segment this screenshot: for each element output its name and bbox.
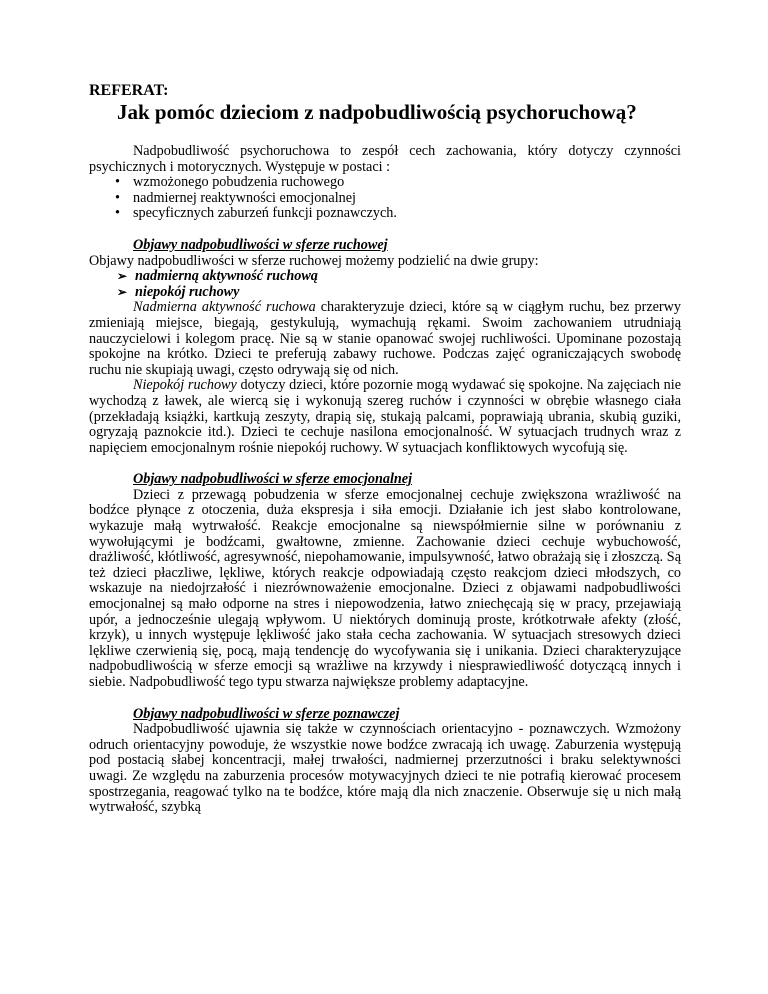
term: Niepokój ruchowy: [133, 377, 237, 394]
bullet-icon: •: [115, 205, 120, 222]
list-item: • specyficznych zaburzeń funkcji poznawczych.: [115, 205, 397, 222]
section-heading-emotional: Objawy nadpobudliwości w sferze emocjonalnej: [133, 471, 413, 488]
section-lead: Objawy nadpobudliwości w sferze ruchowej możemy podzielić na dwie grupy:: [89, 252, 539, 269]
paragraph-restlessness: Niepokój ruchowy dotyczy dzieci, które pozornie mogą wydawać się spokojne. Na zajęciach nie wychodzą z ławek, ale wiercą się i wykonują szereg ruchów i czynności w obrębie własnego ciała (przekładają książki, kartkują zeszyty, drapią się, stukają palcami, poprawiają ubrania, skubią guziki, ogryzają paznokcie itd.). Dzieci te cechuje nasilona emocjonalność. W sytuacjach trudnych wraz z napięciem emocjonalnym rośnie niepokój ruchowy. W sytuacjach konfliktowych wycofują się.: [89, 377, 681, 456]
term: Nadmierna aktywność ruchowa: [133, 299, 316, 316]
list-item: ➢ niepokój ruchowy: [117, 283, 240, 300]
paragraph-emotional: Dzieci z przewagą pobudzenia w sferze emocjonalnej cechuje zwiększona wrażliwość na bodźce płynące z otoczenia, duża ekspresja i siła emocji. Działanie ich jest słabo kontrolowane, wykazuje małą wytrwałość. Reakcje emocjonalne są niewspółmiernie silne w porównaniu z wywołującymi je bodźcami, gwałtowne, zmienne. Zachowanie dzieci cechuje wybuchowość, drażliwość, kłótliwość, agresywność, niepohamowanie, impulsywność, łatwo obrażają się i złoszczą. Są też dzieci płaczliwe, lękliwe, których reakcje odpowiadają często reakcjom dzieci młodszych, co wskazuje na niedojrzałość i niezrównoważenie emocjonalne. Dzieci z objawami nadpobudliwości emocjonalnej są mało odporne na stres i niepowodzenia, łatwo zniechęcają się w pracy, przejawiają upór, a jednocześnie ulegają wpływom. U niektórych dominują proste, krótkotrwałe afekty (złość, krzyk), u innych występuje lękliwość jako stała cecha zachowania. W sytuacjach stresowych dzieci lękliwe czerwienią się, pocą, mają tendencję do wycofywania się i unikania. Dzieci charakteryzujące nadpobudliwością w sferze emocji są wrażliwe na krzywdy i niesprawiedliwość dotyczącą innych i siebie. Nadpobudliwość tego typu stwarza największe problemy adaptacyjne.: [89, 486, 681, 690]
document-label: REFERAT:: [89, 82, 169, 99]
intro-bullet-list: [89, 175, 681, 222]
paragraph-overactivity: Nadmierna aktywność ruchowa charakteryzuje dzieci, które są w ciągłym ruchu, bez przerwy zmieniają miejsce, biegają, gestykulują, wymachują rękami. Swoim zachowaniem utrudniają nauczycielowi i kolegom pracę. Nie są w stanie opanować swojej ruchliwości. Upominane pozostają spokojne na krótko. Dzieci te preferują zabawy ruchowe. Podczas zajęć ograniczających swobodę ruchu nie skupiają uwagi, często odrywają się od nich.: [89, 299, 681, 378]
intro-paragraph: Nadpobudliwość psychoruchowa to zespół cech zachowania, który dotyczy czynności psychicznych i motorycznych. Występuje w postaci :: [89, 143, 681, 175]
arrow-bullet-icon: ➢: [117, 284, 128, 299]
paragraph-cognitive: Nadpobudliwość ujawnia się także w czynnościach orientacyjno - poznawczych. Wzmożony odruch orientacyjny powoduje, że wszystkie nowe bodźce zwracają ich uwagę. Zaburzenia występują pod postacią słabej koncentracji, małej trwałości, nadmiernej przerzutności i braku selektywności uwagi. Ze względu na zaburzenia procesów motywacyjnych dzieci te nie potrafią kierować procesem spostrzegania, reagować tylko na te bodźce, które mają dla nich znaczenie. Obserwuje się u nich małą wytrwałość, szybką: [89, 721, 681, 816]
section-heading-motor: Objawy nadpobudliwości w sferze ruchowej: [133, 236, 388, 253]
list-item: ➢ nadmierną aktywność ruchową: [117, 268, 318, 285]
section-heading-cognitive: Objawy nadpobudliwości w sferze poznawczej: [133, 705, 400, 722]
bullet-icon: •: [115, 174, 120, 191]
list-item: • wzmożonego pobudzenia ruchowego: [115, 174, 345, 191]
list-item: • nadmiernej reaktywności emocjonalnej: [115, 189, 356, 206]
motor-group-list: [89, 269, 681, 300]
arrow-bullet-icon: ➢: [117, 269, 128, 284]
bullet-icon: •: [115, 189, 120, 206]
document-page: [89, 82, 681, 816]
document-title: Jak pomóc dzieciom z nadpobudliwością psychoruchową?: [117, 100, 637, 124]
